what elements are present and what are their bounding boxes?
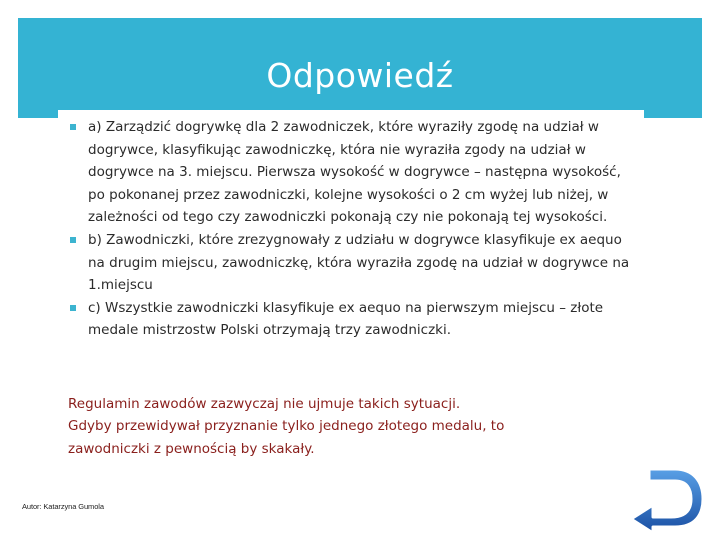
note-line: zawodniczki z pewnością by skakały. [68, 440, 315, 457]
u-turn-back-arrow-icon [625, 455, 713, 535]
square-bullet-icon [70, 237, 76, 243]
bullet-text: c) Wszystkie zawodniczki klasyfikuje ex aequo na pierwszym miejscu – złote medale mistrzostw Polski otrzymają trzy zawodniczki. [88, 299, 604, 339]
bullet-text: b) Zawodniczki, które zrezygnowały z udziału w dogrywce klasyfikuje ex aequo na drugim miejscu, zawodniczkę, która wyraziła zgodę na udział w dogrywce na 1.miejscu [88, 231, 630, 294]
bullet-text: a) Zarządzić dogrywkę dla 2 zawodniczek, które wyraziły zgodę na udział w dogrywce, klasyfikując zawodniczkę, która nie wyraziła zgody na udział w dogrywce na 3. miejscu. Pierwsza wysokość w dogrywce – następna wysokość, po pokonanej przez zawodniczki, kolejne wysokości o 2 cm wyżej lub niżej, w zależności od tego czy zawodniczki pokonają czy nie pokonają tej wysokości. [88, 119, 621, 226]
slide-title: Odpowiedź [266, 56, 454, 95]
square-bullet-icon [70, 305, 76, 311]
square-bullet-icon [70, 124, 76, 130]
bullet-item-a [68, 116, 638, 229]
note-line: Gdyby przewidywał przyznanie tylko jednego złotego medalu, to [68, 418, 505, 435]
back-button[interactable] [625, 455, 713, 535]
note [68, 393, 628, 460]
bullet-item-b [68, 229, 638, 297]
bullet-item-c [68, 297, 638, 342]
note-line: Regulamin zawodów zazwyczaj nie ujmuje takich sytuacji. [68, 396, 461, 412]
bullet-list [68, 116, 638, 342]
author-credit: Autor: Katarzyna Gumola [22, 502, 104, 511]
